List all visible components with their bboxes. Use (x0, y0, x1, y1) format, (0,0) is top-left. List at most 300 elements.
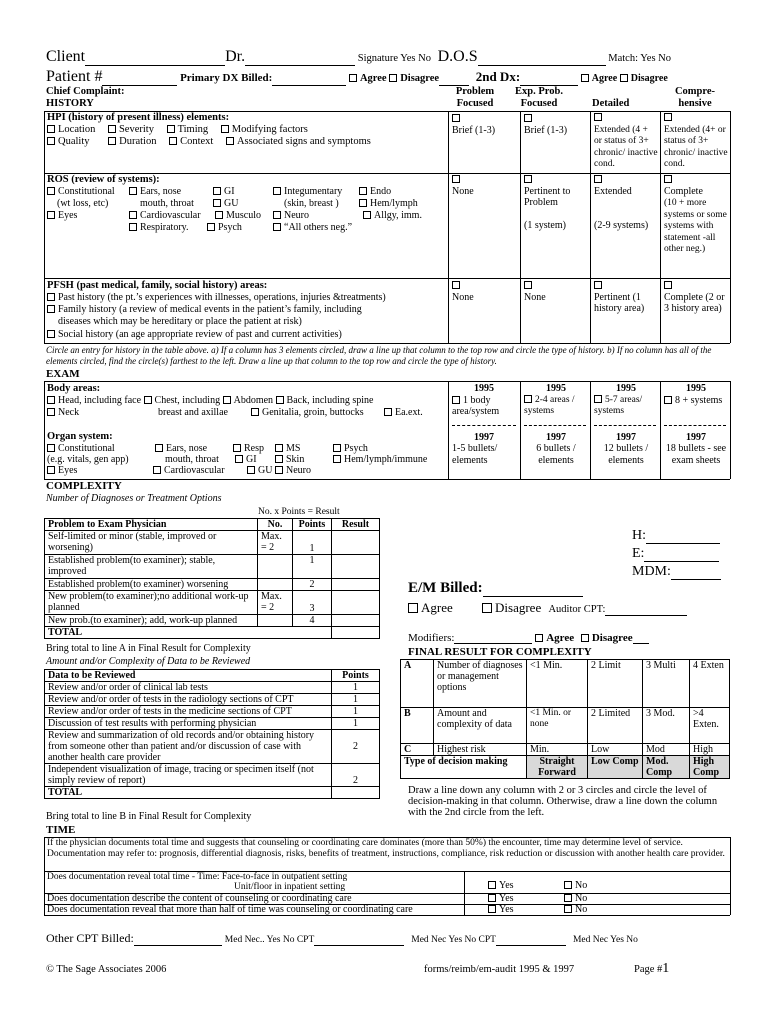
ros-hem-checkbox[interactable] (359, 199, 367, 207)
pfsh-col4: Complete (2 or 3 history area) (664, 291, 725, 314)
complexity-formula: No. x Points = Result (258, 507, 340, 517)
ros-psych: Psych (218, 222, 242, 233)
second-agree-label: Agree (591, 73, 618, 84)
ros-gu-checkbox[interactable] (213, 199, 221, 207)
med-nec-2: Med Nec Yes No CPT (411, 935, 496, 945)
ros-resp: Respiratory. (140, 222, 189, 233)
ros-neuro-checkbox[interactable] (273, 211, 281, 219)
hpi-duration: Duration (119, 136, 157, 147)
exam-abdomen-checkbox[interactable] (223, 396, 231, 404)
table-b-total-value[interactable] (332, 787, 380, 799)
final-type-label: Type of decision making (401, 756, 527, 779)
table-b-row2-points: 1 (332, 694, 380, 706)
second-agree-checkbox[interactable] (581, 74, 589, 82)
pfsh-col3-checkbox[interactable] (594, 281, 602, 289)
organ-eyes-checkbox[interactable] (47, 466, 55, 474)
hpi-quality: Quality (58, 136, 90, 147)
ros-endo-checkbox[interactable] (359, 187, 367, 195)
organ-vitals: (e.g. vitals, gen app) (47, 454, 129, 465)
exam-head-checkbox[interactable] (47, 396, 55, 404)
ros-hem: Hem/lymph (370, 198, 418, 209)
complexity-subtitle-b: Amount and/or Complexity of Data to be Reviewed (46, 656, 251, 667)
organ-skin: Skin (286, 454, 305, 465)
table-a-row4-points: 3 (293, 591, 332, 615)
organ-gu-checkbox[interactable] (247, 466, 255, 474)
dr-field[interactable] (245, 53, 355, 66)
client-field[interactable] (85, 53, 225, 66)
page-number: 1 (662, 961, 670, 976)
med-nec-1: Med Nec.. Yes No CPT (224, 935, 315, 945)
table-a-row1-result[interactable] (332, 531, 380, 555)
time-row3-yes-checkbox[interactable] (488, 905, 496, 913)
table-a-row5-no[interactable] (258, 615, 293, 627)
hpi-col2-checkbox[interactable] (524, 114, 532, 122)
ros-items (47, 186, 447, 234)
mdm-field[interactable] (671, 565, 721, 580)
h-field[interactable] (646, 529, 720, 544)
organ-cardio-checkbox[interactable] (153, 466, 161, 474)
organ-ears-checkbox[interactable] (155, 444, 163, 452)
signature-yes[interactable]: Yes (400, 53, 416, 64)
col-problem-focused: Problem Focused (455, 86, 495, 109)
final-b-label: Amount and complexity of data (434, 708, 527, 744)
final-c-c3[interactable]: Mod (643, 744, 690, 756)
organ-resp-checkbox[interactable] (233, 444, 241, 452)
hpi-context: Context (180, 136, 214, 147)
cpt-field-3[interactable] (496, 933, 566, 946)
ros-neuro: Neuro (284, 210, 309, 221)
exam-genitalia: Genitalia, groin, buttocks (262, 407, 364, 418)
pfsh-col1-checkbox[interactable] (452, 281, 460, 289)
final-b-c4[interactable]: >4 Exten. (690, 708, 730, 744)
primary-disagree-field[interactable] (439, 73, 469, 86)
table-a-row3-points: 2 (293, 579, 332, 591)
ros-skin-breast: (skin, breast ) (284, 198, 339, 209)
ros-gu: GU (224, 198, 239, 209)
hpi-col3: Extended (4 + or status of 3+ chronic/ inactive cond. (594, 124, 658, 169)
table-a-row1-label: Self-limited or minor (stable, improved or worsening) (45, 531, 258, 555)
second-dx-field[interactable] (520, 73, 578, 86)
pfsh-title: PFSH (past medical, family, social history) areas: (47, 280, 268, 291)
final-b-letter: B (401, 708, 434, 744)
signature-label: Signature (357, 53, 398, 64)
pfsh-social-checkbox[interactable] (47, 330, 55, 338)
table-b-row6-label: Independent visualization of image, tracing or specimen itself (not simply review of report) (45, 764, 332, 787)
final-a-c2[interactable]: 2 Limit (588, 660, 643, 708)
hpi-col4-checkbox[interactable] (664, 113, 672, 121)
table-a-row2-no[interactable] (258, 555, 293, 579)
ros-allgy: Allgy, imm. (374, 210, 422, 221)
exam-1995-col4: 1995 (686, 383, 706, 394)
time-row3-label: Does documentation reveal that more than half of time was counseling or coordinating care (47, 904, 413, 915)
ros-cardio: Cardiovascular (140, 210, 201, 221)
page-label: Page # (634, 964, 663, 975)
table-b-row5-points: 2 (332, 730, 380, 764)
table-b-row4-label: Discussion of test results with performing physician (45, 718, 332, 730)
final-c-c2[interactable]: Low (588, 744, 643, 756)
table-a-header-no: No. (258, 519, 293, 531)
table-diagnoses (44, 518, 380, 639)
organ-gi-checkbox[interactable] (235, 455, 243, 463)
final-type-c2[interactable]: Low Comp (588, 756, 643, 779)
table-a-row4-result[interactable] (332, 591, 380, 615)
header-row-2 (46, 68, 668, 86)
organ-gu: GU (258, 465, 273, 476)
ros-col3: Extended (594, 185, 632, 197)
ros-integumentary-checkbox[interactable] (273, 187, 281, 195)
hpi-modifying-checkbox[interactable] (221, 125, 229, 133)
match-no[interactable]: No (658, 53, 671, 64)
table-b-row1-label: Review and/or order of clinical lab tests (45, 682, 332, 694)
exam-head: Head, including face (58, 395, 142, 406)
final-b-c1[interactable]: <1 Min. or none (527, 708, 588, 744)
table-data-reviewed (44, 669, 380, 799)
exam-1995-col3-checkbox[interactable] (594, 395, 602, 403)
ros-musculo-checkbox[interactable] (215, 211, 223, 219)
other-cpt-field[interactable] (134, 933, 222, 946)
table-b-row4-points: 1 (332, 718, 380, 730)
table-a-row5-result[interactable] (332, 615, 380, 627)
final-result-title: FINAL RESULT FOR COMPLEXITY (408, 646, 592, 658)
ros-endo: Endo (370, 186, 392, 197)
exam-1995-col2-checkbox[interactable] (524, 395, 532, 403)
em-disagree-label: Disagree (495, 600, 542, 615)
hpi-col1: Brief (1-3) (452, 124, 496, 136)
chief-complaint-label: Chief Complaint: (46, 86, 125, 97)
table-a-row4-no[interactable]: Max. = 2 (258, 591, 293, 615)
patient-label: Patient # (46, 68, 103, 85)
organ-ears: Ears, nose (166, 443, 208, 454)
table-a-row1-no[interactable]: Max. = 2 (258, 531, 293, 555)
exam-1997-col3: 1997 (616, 432, 636, 443)
e-field[interactable] (644, 547, 719, 562)
mod-agree-label: Agree (546, 632, 575, 644)
exam-1997-val3: 12 bullets / elements (603, 443, 649, 466)
hpi-associated: Associated signs and symptoms (236, 136, 371, 147)
mod-disagree-checkbox[interactable] (581, 634, 589, 642)
table-b-row2-label: Review and/or order of tests in the radiology sections of CPT (45, 694, 332, 706)
pfsh-family-checkbox[interactable] (47, 305, 55, 313)
ros-col2-sub: (1 system) (524, 220, 566, 231)
time-row3-no-checkbox[interactable] (564, 905, 572, 913)
organ-ms-checkbox[interactable] (275, 444, 283, 452)
table-a-header-result: Result (332, 519, 380, 531)
pfsh-col1: None (452, 291, 474, 303)
em-billed-field[interactable] (483, 580, 583, 597)
time-row1-yes-checkbox[interactable] (488, 881, 496, 889)
exam-abdomen: Abdomen (233, 395, 274, 406)
table-a-total-label: TOTAL (45, 627, 332, 639)
table-b-row3-label: Review and/or order of tests in the medicine sections of CPT (45, 706, 332, 718)
ros-col4: Complete (664, 185, 703, 197)
ros-mouth: mouth, throat (140, 198, 194, 209)
exam-1997-col2: 1997 (546, 432, 566, 443)
hpi-severity-checkbox[interactable] (108, 125, 116, 133)
exam-1995-val1: 1 body area/system (452, 395, 500, 417)
pfsh-past: Past history (the pt.’s experiences with illnesses, operations, injuries &treatments) (58, 292, 386, 303)
table-a-row1-points: 1 (293, 531, 332, 555)
pfsh-family: Family history (a review of medical events in the patient’s family, including (58, 304, 362, 315)
ros-gi: GI (224, 186, 235, 197)
ros-ears: Ears, nose (140, 186, 182, 197)
complexity-subtitle: Number of Diagnoses or Treatment Options (46, 493, 222, 504)
final-a-c1[interactable]: <1 Min. (527, 660, 588, 708)
exam-1995-col1-checkbox[interactable] (452, 396, 460, 404)
pfsh-col2-checkbox[interactable] (524, 281, 532, 289)
final-b-c3[interactable]: 3 Mod. (643, 708, 690, 744)
organ-psych: Psych (344, 443, 368, 454)
organ-neuro: Neuro (286, 465, 311, 476)
client-label: Client (46, 48, 86, 65)
ros-wt-loss: (wt loss, etc) (57, 198, 109, 209)
time-row2-yes-checkbox[interactable] (488, 894, 496, 902)
final-c-letter: C (401, 744, 434, 756)
ros-title: ROS (review of systems): (47, 174, 160, 185)
exam-title: EXAM (46, 368, 80, 380)
time-row2-no: No (575, 893, 588, 904)
time-row1-sub: Unit/floor in inpatient setting (234, 882, 346, 892)
hpi-associated-checkbox[interactable] (226, 137, 234, 145)
ros-musculo: Musculo (226, 210, 261, 221)
organ-cardio: Cardiovascular (164, 465, 225, 476)
ros-eyes: Eyes (58, 210, 78, 221)
exam-1995-val2: 2-4 areas / systems (524, 395, 575, 416)
copyright: © The Sage Associates 2006 (46, 964, 167, 975)
time-row2-no-checkbox[interactable] (564, 894, 572, 902)
ros-all-others: “All others neg.” (284, 222, 353, 233)
ros-col1: None (452, 185, 474, 197)
exam-1995-val3: 5-7 areas/ systems (594, 395, 643, 416)
pfsh-past-checkbox[interactable] (47, 293, 55, 301)
exam-1997-val1: 1-5 bullets/ elements (452, 443, 498, 466)
signature-no[interactable]: No (418, 53, 431, 64)
hpi-quality-checkbox[interactable] (47, 137, 55, 145)
modifiers-field[interactable] (454, 631, 532, 644)
complexity-title: COMPLEXITY (46, 480, 122, 492)
ros-constitutional-checkbox[interactable] (47, 187, 55, 195)
h-label: H: (632, 528, 646, 543)
exam-1997-col4: 1997 (686, 432, 706, 443)
dos-field[interactable] (478, 53, 606, 66)
hpi-severity: Severity (118, 124, 154, 135)
organ-resp: Resp (244, 443, 264, 454)
organ-skin-checkbox[interactable] (275, 455, 283, 463)
ros-all-others-checkbox[interactable] (273, 223, 281, 231)
table-b-row6-points: 2 (332, 764, 380, 787)
pfsh-col4-checkbox[interactable] (664, 281, 672, 289)
table-a-row5-points: 4 (293, 615, 332, 627)
table-a-header-points: Points (293, 519, 332, 531)
exam-1995-col4-checkbox[interactable] (664, 396, 672, 404)
organ-ms: MS (286, 443, 301, 454)
auditor-cpt-field[interactable] (605, 603, 687, 616)
second-dx-label: 2nd Dx: (475, 69, 521, 84)
organ-hem: Hem/lymph/immune (344, 454, 428, 465)
form-id: forms/reimb/em-audit 1995 & 1997 (424, 964, 575, 975)
exam-1997-col1: 1997 (474, 432, 494, 443)
ros-col4-checkbox[interactable] (664, 175, 672, 183)
exam-1995-col1: 1995 (474, 383, 494, 394)
table-b-row3-points: 1 (332, 706, 380, 718)
hpi-title: HPI (history of present illness) elements: (47, 112, 230, 123)
hpi-timing-checkbox[interactable] (167, 125, 175, 133)
em-agree-checkbox[interactable] (408, 603, 418, 613)
header-row-1 (46, 48, 671, 66)
hpi-col3-checkbox[interactable] (594, 113, 602, 121)
pfsh-col3: Pertinent (1 history area) (594, 291, 645, 314)
final-c-label: Highest risk (434, 744, 527, 756)
auditor-cpt-label: Auditor CPT: (548, 604, 606, 615)
ros-cardio-checkbox[interactable] (129, 211, 137, 219)
table-a-row5-label: New prob.(to examiner); add, work-up planned (45, 615, 258, 627)
organ-psych-checkbox[interactable] (333, 444, 341, 452)
ros-allgy-checkbox[interactable] (363, 211, 371, 219)
hpi-col2: Brief (1-3) (524, 124, 568, 136)
exam-genitalia-checkbox[interactable] (251, 408, 259, 416)
ros-resp-checkbox[interactable] (129, 223, 137, 231)
ros-constitutional: Constitutional (58, 186, 115, 197)
table-b-header-points: Points (332, 670, 380, 682)
organ-mouth: mouth, throat (165, 454, 219, 465)
final-a-letter: A (401, 660, 434, 708)
exam-ea-checkbox[interactable] (384, 408, 392, 416)
primary-disagree-label: Disagree (400, 73, 440, 84)
table-a-row2-points: 1 (293, 555, 332, 579)
ros-col3-sub: (2-9 systems) (594, 220, 649, 231)
table-a-row3-result[interactable] (332, 579, 380, 591)
pfsh-social: Social history (an age appropriate review of past and current activities) (58, 329, 342, 340)
final-a-label: Number of diagnoses or management options (434, 660, 527, 708)
organ-system-label: Organ system: (47, 431, 113, 442)
table-a-row4-label: New problem(to examiner);no additional work-up planned (45, 591, 258, 615)
ros-gi-checkbox[interactable] (213, 187, 221, 195)
table-a-row3-no[interactable] (258, 579, 293, 591)
final-a-c3[interactable]: 3 Multi (643, 660, 690, 708)
time-row1-no-checkbox[interactable] (564, 881, 572, 889)
organ-hem-checkbox[interactable] (333, 455, 341, 463)
hpi-location-checkbox[interactable] (47, 125, 55, 133)
em-agree-label: Agree (421, 600, 453, 615)
bring-total-a: Bring total to line A in Final Result for Complexity (46, 643, 251, 654)
exam-chest-checkbox[interactable] (144, 396, 152, 404)
primary-agree-checkbox[interactable] (349, 74, 357, 82)
dr-label: Dr. (225, 48, 246, 65)
primary-dx-field[interactable] (272, 73, 346, 86)
ros-col4-sub: (10 + more systems or some systems with statement -all other neg.) (664, 198, 727, 254)
pfsh-col2: None (524, 291, 546, 303)
organ-gi: GI (246, 454, 257, 465)
second-disagree-label: Disagree (630, 73, 668, 84)
exam-1995-col2: 1995 (546, 383, 566, 394)
e-label: E: (632, 546, 645, 561)
second-disagree-checkbox[interactable] (620, 74, 628, 82)
exam-1997-val4: 18 bullets - see exam sheets (665, 443, 727, 466)
exam-breast: breast and axillae (158, 407, 228, 418)
time-row1-no: No (575, 880, 588, 891)
final-type-c4[interactable]: High Comp (690, 756, 730, 779)
history-instructions: Circle an entry for history in the table above. a) If a column has 3 elements circled, draw a line up that column to the top row and circle the type of history. b) If no column has all of the elements circled, find the circle(s) farthest to the left. Draw a line up that column to the top row and circle the type of history. (46, 345, 712, 366)
hpi-col1-checkbox[interactable] (452, 114, 460, 122)
exam-back-checkbox[interactable] (276, 396, 284, 404)
dos-label: D.O.S (437, 48, 478, 65)
ros-integumentary: Integumentary (284, 186, 343, 197)
hpi-modifying: Modifying factors (231, 124, 308, 135)
table-b-header-data: Data to be Reviewed (45, 670, 332, 682)
ros-col1-checkbox[interactable] (452, 175, 460, 183)
table-a-total-value[interactable] (332, 627, 380, 639)
final-type-c1[interactable]: Straight Forward (527, 756, 588, 779)
final-c-c1[interactable]: Min. (527, 744, 588, 756)
mdm-label: MDM: (632, 564, 671, 579)
hpi-location: Location (58, 124, 96, 135)
med-nec-3: Med Nec Yes No (572, 935, 638, 945)
ros-col2-checkbox[interactable] (524, 175, 532, 183)
final-a-c4[interactable]: 4 Exten (690, 660, 730, 708)
draw-line-instructions: Draw a line down any column with 2 or 3 circles and circle the level of decision-making in that column. Otherwise, draw a line down the column with the 2nd circle from the left. (408, 785, 718, 818)
exam-1997-val2: 6 bullets / elements (536, 443, 576, 466)
match-yes[interactable]: Yes (640, 53, 656, 64)
hpi-duration-checkbox[interactable] (108, 137, 116, 145)
time-row2-label: Does documentation describe the content of counseling or coordinating care (47, 893, 352, 904)
time-row1-label: Does documentation reveal total time - Time: Face-to-face in outpatient setting (47, 872, 348, 882)
mod-disagree-label: Disagree (591, 632, 633, 644)
organ-constitutional: Constitutional (58, 443, 115, 454)
ros-psych-checkbox[interactable] (207, 223, 215, 231)
ros-eyes-checkbox[interactable] (47, 211, 55, 219)
final-type-c3[interactable]: Mod. Comp (643, 756, 690, 779)
modifiers-label: Modifiers: (408, 632, 455, 644)
table-a-row3-label: Established problem(to examiner) worsening (45, 579, 258, 591)
body-areas-label: Body areas: (47, 383, 101, 394)
col-comprehensive: Compre- hensive (674, 86, 716, 109)
mod-disagree-field[interactable] (633, 631, 649, 644)
exam-chest: Chest, including (154, 395, 221, 406)
exam-ea: Ea.ext. (395, 407, 423, 418)
cpt-field-2[interactable] (314, 933, 404, 946)
hpi-timing: Timing (177, 124, 209, 135)
final-b-c2[interactable]: 2 Limited (588, 708, 643, 744)
mod-agree-checkbox[interactable] (535, 634, 543, 642)
primary-agree-label: Agree (359, 73, 387, 84)
table-final-result (400, 659, 730, 779)
bring-total-b: Bring total to line B in Final Result for Complexity (46, 811, 252, 822)
ros-ears-checkbox[interactable] (129, 187, 137, 195)
other-cpt-label: Other CPT Billed: (46, 931, 134, 945)
time-row1-yes: Yes (499, 880, 514, 891)
patient-field[interactable] (102, 73, 177, 86)
ros-col2: Pertinent to Problem (524, 185, 571, 208)
final-c-c4[interactable]: High (690, 744, 730, 756)
organ-neuro-checkbox[interactable] (275, 466, 283, 474)
exam-neck-checkbox[interactable] (47, 408, 55, 416)
pfsh-family-cont: diseases which may be hereditary or place the patient at risk) (58, 316, 302, 327)
table-b-row1-points: 1 (332, 682, 380, 694)
time-row3-no: No (575, 904, 588, 915)
primary-disagree-checkbox[interactable] (389, 74, 397, 82)
ros-col3-checkbox[interactable] (594, 175, 602, 183)
table-a-row2-result[interactable] (332, 555, 380, 579)
exam-neck: Neck (58, 407, 80, 418)
primary-dx-label: Primary DX Billed: (180, 72, 273, 84)
history-title: HISTORY (46, 98, 94, 109)
table-a-header-problem: Problem to Exam Physician (45, 519, 258, 531)
col-exp-prob-focused: Exp. Prob. Focused (515, 86, 563, 109)
table-a-row2-label: Established problem(to examiner); stable, improved (45, 555, 258, 579)
hpi-context-checkbox[interactable] (169, 137, 177, 145)
em-disagree-checkbox[interactable] (482, 603, 492, 613)
time-intro: If the physician documents total time and suggests that counseling or coordinating care dominates (more than 50%) the encounter, time may determine level of service. Documentation may refer to: prognosis, differential diagnosis, risks, benefits of treatment, instructions, compliance, risk reduction or discussion with another health care provider. (47, 838, 725, 859)
organ-constitutional-checkbox[interactable] (47, 444, 55, 452)
